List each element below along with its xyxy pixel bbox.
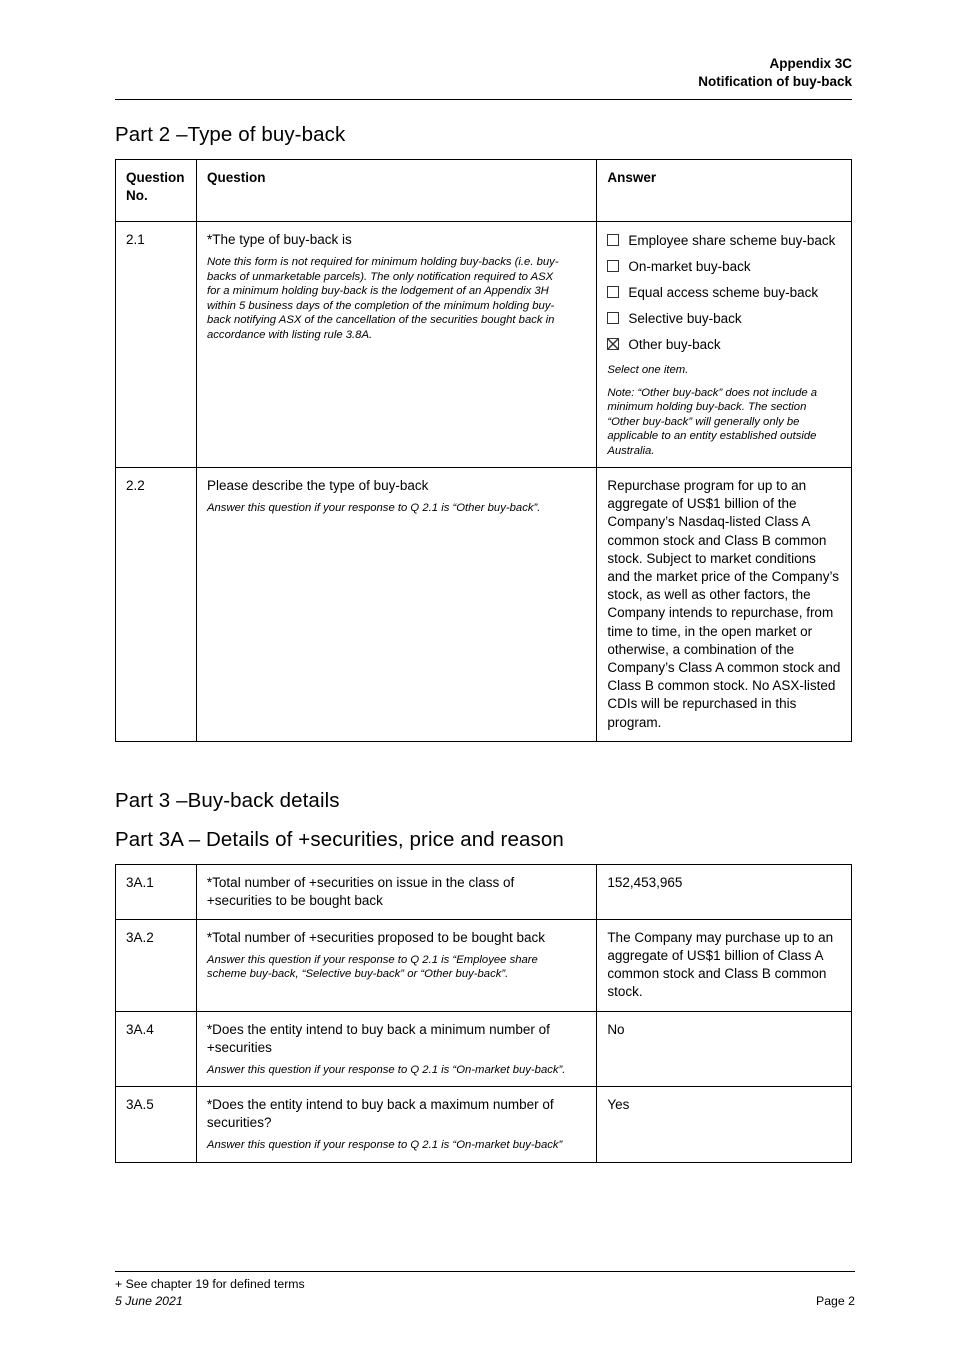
question-no-cell: 3A.1 [116, 864, 197, 919]
defined-terms-note: + See chapter 19 for defined terms [115, 1277, 305, 1291]
table-row-2-2 [116, 468, 852, 742]
question-note: Answer this question if your response to Q 2.1 is “On-market buy-back” [206, 1139, 563, 1152]
checkbox-option-label: Selective buy-back [628, 311, 742, 326]
page-footer [115, 1271, 855, 1310]
checkbox-option-label: Equal access scheme buy-back [628, 285, 819, 300]
checkbox-option-other [607, 335, 841, 354]
checkbox-option-label: Other buy-back [628, 337, 721, 352]
question-cell [196, 864, 596, 919]
table-row-3a-5 [116, 1087, 852, 1163]
checkbox-icon[interactable] [607, 260, 619, 272]
checkbox-icon[interactable] [607, 286, 619, 298]
checkbox-icon[interactable] [607, 234, 619, 246]
question-cell [196, 222, 596, 468]
question-note: Answer this question if your response to Q 2.1 is “On-market buy-back”. [206, 1063, 566, 1076]
checkbox-option-employee-share-scheme [607, 231, 841, 250]
column-header-answer: Answer [597, 160, 852, 222]
table-row-2-1 [116, 222, 852, 468]
question-no-cell: 3A.2 [116, 919, 197, 1011]
question-no-cell: 2.2 [116, 468, 197, 742]
answer-cell [597, 919, 852, 1011]
header-appendix-title: Appendix 3C [769, 56, 852, 71]
question-note: Answer this question if your response to Q 2.1 is “Other buy-back”. [206, 502, 541, 514]
question-text: *Total number of +securities on issue in the class of +securities to be bought back [206, 874, 515, 908]
answer-text: The Company may purchase up to an aggregate of US$1 billion of Class A common stock and Class B common stock. [607, 929, 834, 1000]
footer-date: 5 June 2021 [115, 1294, 183, 1308]
part3-title: Part 3 –Buy-back details [115, 788, 340, 812]
column-header-question: Question [196, 160, 596, 222]
checkbox-option-selective [607, 309, 841, 328]
question-cell [196, 468, 596, 742]
part2-table [115, 159, 852, 742]
checkbox-icon[interactable] [607, 312, 619, 324]
table-row-3a-1 [116, 864, 852, 919]
question-cell [196, 1087, 596, 1163]
page-header [115, 55, 852, 100]
page-number: Page 2 [816, 1294, 855, 1308]
question-note: Note this form is not required for minimum holding buy-backs (i.e. buy-backs of unmarketable parcels). The only notification required to ASX for a minimum holding buy-back is the lodgement of an Appendix 3H within 5 business days of the completion of the minimum holding buy-back notifying ASX of the cancellation of the securities bought back in accordance with listing rule 3.8A. [206, 256, 559, 341]
question-text: Please describe the type of buy-back [206, 478, 429, 493]
part3a-table [115, 864, 852, 1163]
question-text: *Does the entity intend to buy back a maximum number of securities? [206, 1097, 554, 1131]
table-row-3a-2 [116, 919, 852, 1011]
part3a-subtitle: Part 3A – Details of +securities, price and reason [115, 827, 564, 851]
table-row-3a-4 [116, 1011, 852, 1087]
column-header-question-no: Question No. [116, 160, 197, 222]
question-text: *Total number of +securities proposed to be bought back [206, 929, 546, 945]
checkbox-checked-icon[interactable] [607, 338, 619, 350]
question-no-cell: 3A.4 [116, 1011, 197, 1087]
question-note: Answer this question if your response to Q 2.1 is “Employee share scheme buy-back, “Selective buy-back” or “Other buy-back”. [206, 953, 538, 981]
answer-cell [597, 468, 852, 742]
answer-text: Repurchase program for up to an aggregate of US$1 billion of the Company’s Nasdaq-listed Class A common stock and Class B common stock. Subject to market conditions and the market price of the Company’s stock, as well as other factors, the Company intends to repurchase, from time to time, in the open market or otherwise, a combination of the Company’s Class A common stock and Class B common stock. No ASX-listed CDIs will be repurchased in this program. [607, 478, 841, 730]
answer-text: Yes [607, 1097, 630, 1113]
part2-title: Part 2 –Type of buy-back [115, 123, 346, 146]
footer-row [115, 1293, 855, 1310]
header-form-name: Notification of buy-back [698, 74, 852, 89]
page-content [115, 55, 852, 1163]
checkbox-option-equal-access [607, 283, 841, 302]
question-cell [196, 1011, 596, 1087]
checkbox-option-label: Employee share scheme buy-back [628, 233, 836, 248]
answer-text: No [607, 1021, 625, 1037]
checkbox-option-label: On-market buy-back [628, 259, 751, 274]
answer-cell [597, 1011, 852, 1087]
answer-text: 152,453,965 [607, 874, 683, 890]
checkbox-option-on-market [607, 257, 841, 276]
other-buyback-note: Note: “Other buy-back” does not include a minimum holding buy-back. The section “Other buy-back” will generally only be applicable to an entity established outside Australia. [607, 386, 818, 457]
part2-table-header-row [116, 160, 852, 222]
answer-cell [597, 1087, 852, 1163]
answer-cell [597, 864, 852, 919]
question-no-cell: 3A.5 [116, 1087, 197, 1163]
answer-cell [597, 222, 852, 468]
question-text: *The type of buy-back is [206, 232, 352, 247]
question-text: *Does the entity intend to buy back a minimum number of +securities [206, 1021, 550, 1055]
buyback-type-checkbox-group [607, 231, 841, 354]
question-no-cell: 2.1 [116, 222, 197, 468]
question-cell [196, 919, 596, 1011]
select-one-item-note: Select one item. [607, 364, 689, 376]
